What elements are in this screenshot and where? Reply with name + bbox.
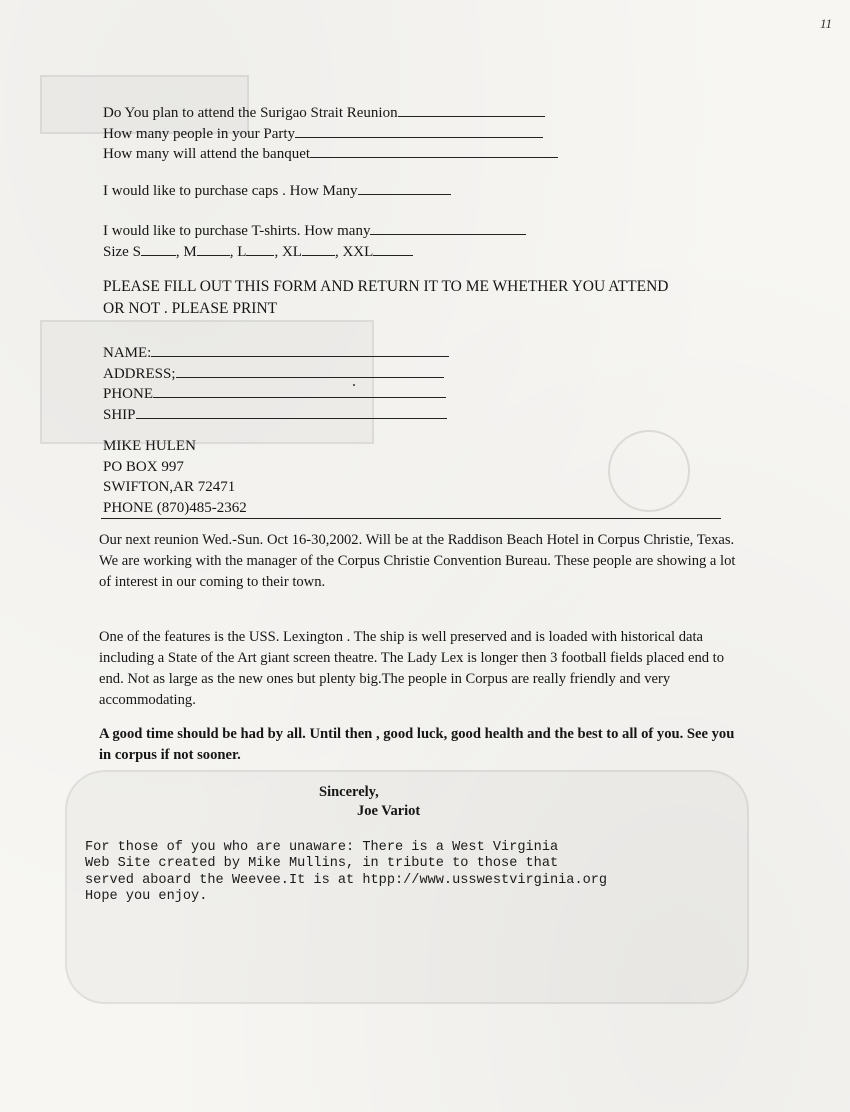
size-l-line [246,242,274,256]
footnote-line-1: For those of you who are unaware: There is a West Virginia [85,840,559,855]
contact-phone: PHONE (870)485-2362 [103,499,247,516]
tshirt-question-text: I would like to purchase T-shirts. How many [103,223,371,239]
caps-question-text: I would like to purchase caps . How Many [103,183,358,199]
lexington-paragraph: One of the features is the USS. Lexington . The ship is well preserved and is loaded with historical data including a State of the Art giant screen theatre. The Lady Lex is longer then 3 football fields placed end to end. Not as large as the new ones but plenty big.The people in Corpus are really friendly and very accommodating. [99,629,725,708]
size-m-line [197,242,230,256]
size-m-label: M [183,243,197,260]
questionnaire [103,103,558,165]
party-question-text: How many people in your Party [103,125,296,142]
attend-answer-line [398,103,545,117]
size-xl-label: XL [281,243,302,260]
size-line: Size S , M , L , XL , XXL [103,242,526,263]
address-form [103,343,449,425]
size-xxl-line [373,242,413,256]
size-l-label: L [237,243,247,260]
address-label: ADDRESS; [103,365,176,382]
size-xxl-label: XXL [342,243,374,260]
website-footnote [85,840,607,905]
closing-salutation: Sincerely, [319,784,379,800]
page-number: 11 [819,16,832,31]
footnote-line-2: Web Site created by Mike Mullins, in tribute to those that [85,856,559,872]
footnote-line-4: Hope you enjoy. [85,888,208,904]
name-label: NAME: [103,345,152,361]
size-xl-line [302,242,335,256]
attend-question [103,103,558,124]
contact-name: MIKE HULEN [103,438,196,454]
address-line [176,364,444,378]
name-line [151,343,449,357]
tshirt-answer-line [370,221,526,235]
ship-label: SHIP [103,406,136,423]
return-address [103,436,247,518]
party-answer-line [295,124,543,138]
party-question [103,124,558,145]
reunion-paragraph: Our next reunion Wed.-Sun. Oct 16-30,2002. Will be at the Raddison Beach Hotel in Corpus Christie, Texas. We are working with the manager of the Corpus Christie Convention Bureau. These people are showing a lot of interest in our coming to their town. [99,532,736,590]
caps-question [103,181,451,202]
bleed-through-stamp [608,430,690,512]
stray-mark [353,384,355,386]
ship-line [136,405,447,419]
caps-answer-line [358,181,451,195]
attend-question-text: Do You plan to attend the Surigao Strait Reunion [103,105,398,121]
phone-label: PHONE [103,386,154,402]
section-divider [101,518,721,519]
size-s-label: Size S [103,243,141,260]
signature-name: Joe Variot [357,803,421,819]
size-s-line [141,242,176,256]
banquet-question [103,144,558,165]
tshirt-question [103,221,526,262]
contact-city: SWIFTON,AR 72471 [103,479,236,495]
return-notice [103,276,693,320]
footnote-line-3: served aboard the Weevee.It is at htpp://www.usswestvirginia.org [85,872,608,888]
banquet-question-text: How many will attend the banquet [103,146,311,162]
phone-line [153,384,446,398]
return-notice-text: PLEASE FILL OUT THIS FORM AND RETURN IT TO ME WHETHER YOU ATTEND OR NOT . PLEASE PRINT [103,278,669,317]
closing-paragraph: A good time should be had by all. Until then , good luck, good health and the best to all of you. See you in corpus if not sooner. [99,726,735,763]
contact-po-box: PO BOX 997 [103,458,184,475]
banquet-answer-line [310,144,558,158]
